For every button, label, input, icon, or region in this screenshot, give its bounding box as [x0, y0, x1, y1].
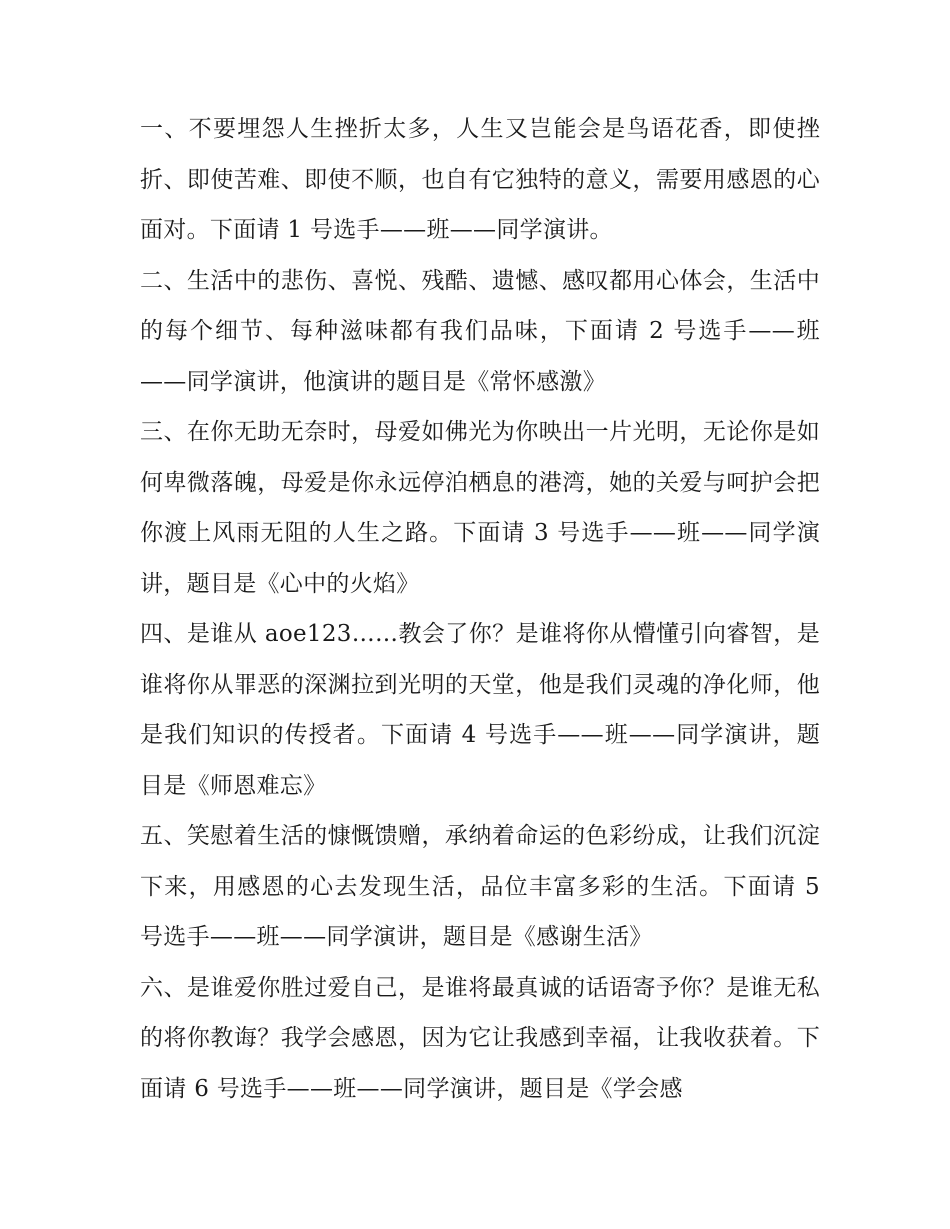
- paragraph-1: 一、不要埋怨人生挫折太多，人生又岂能会是鸟语花香，即使挫折、即使苦难、即使不顺，也自有它独特的意义，需要用感恩的心面对。下面请 1 号选手——班——同学演讲。: [140, 116, 820, 243]
- paragraph-5: 五、笑慰着生活的慷慨馈赠，承纳着命运的色彩纷成，让我们沉淀下来，用感恩的心去发现生活，品位丰富多彩的生活。下面请 5 号选手——班——同学演讲，题目是《感谢生活》: [140, 823, 820, 950]
- paragraph-3: 三、在你无助无奈时，母爱如佛光为你映出一片光明，无论你是如何卑微落魄，母爱是你永远停泊栖息的港湾，她的关爱与呵护会把你渡上风雨无阻的人生之路。下面请 3 号选手——班——同学演讲，题目是《心中的火焰》: [140, 419, 820, 597]
- paragraph-4: 四、是谁从 aoe123……教会了你？是谁将你从懵懂引向睿智，是谁将你从罪恶的深渊拉到光明的天堂，他是我们灵魂的净化师，他是我们知识的传授者。下面请 4 号选手——班——同学演讲，题目是《师恩难忘》: [140, 621, 820, 799]
- paragraph-6: 六、是谁爱你胜过爱自己，是谁将最真诚的话语寄予你？是谁无私的将你教诲？我学会感恩，因为它让我感到幸福，让我收获着。下面请 6 号选手——班——同学演讲，题目是《学会感: [140, 974, 820, 1102]
- document-body: [140, 104, 820, 1114]
- paragraph-2: 二、生活中的悲伤、喜悦、残酷、遗憾、感叹都用心体会，生活中的每个细节、每种滋味都有我们品味，下面请 2 号选手——班——同学演讲，他演讲的题目是《常怀感激》: [140, 267, 820, 395]
